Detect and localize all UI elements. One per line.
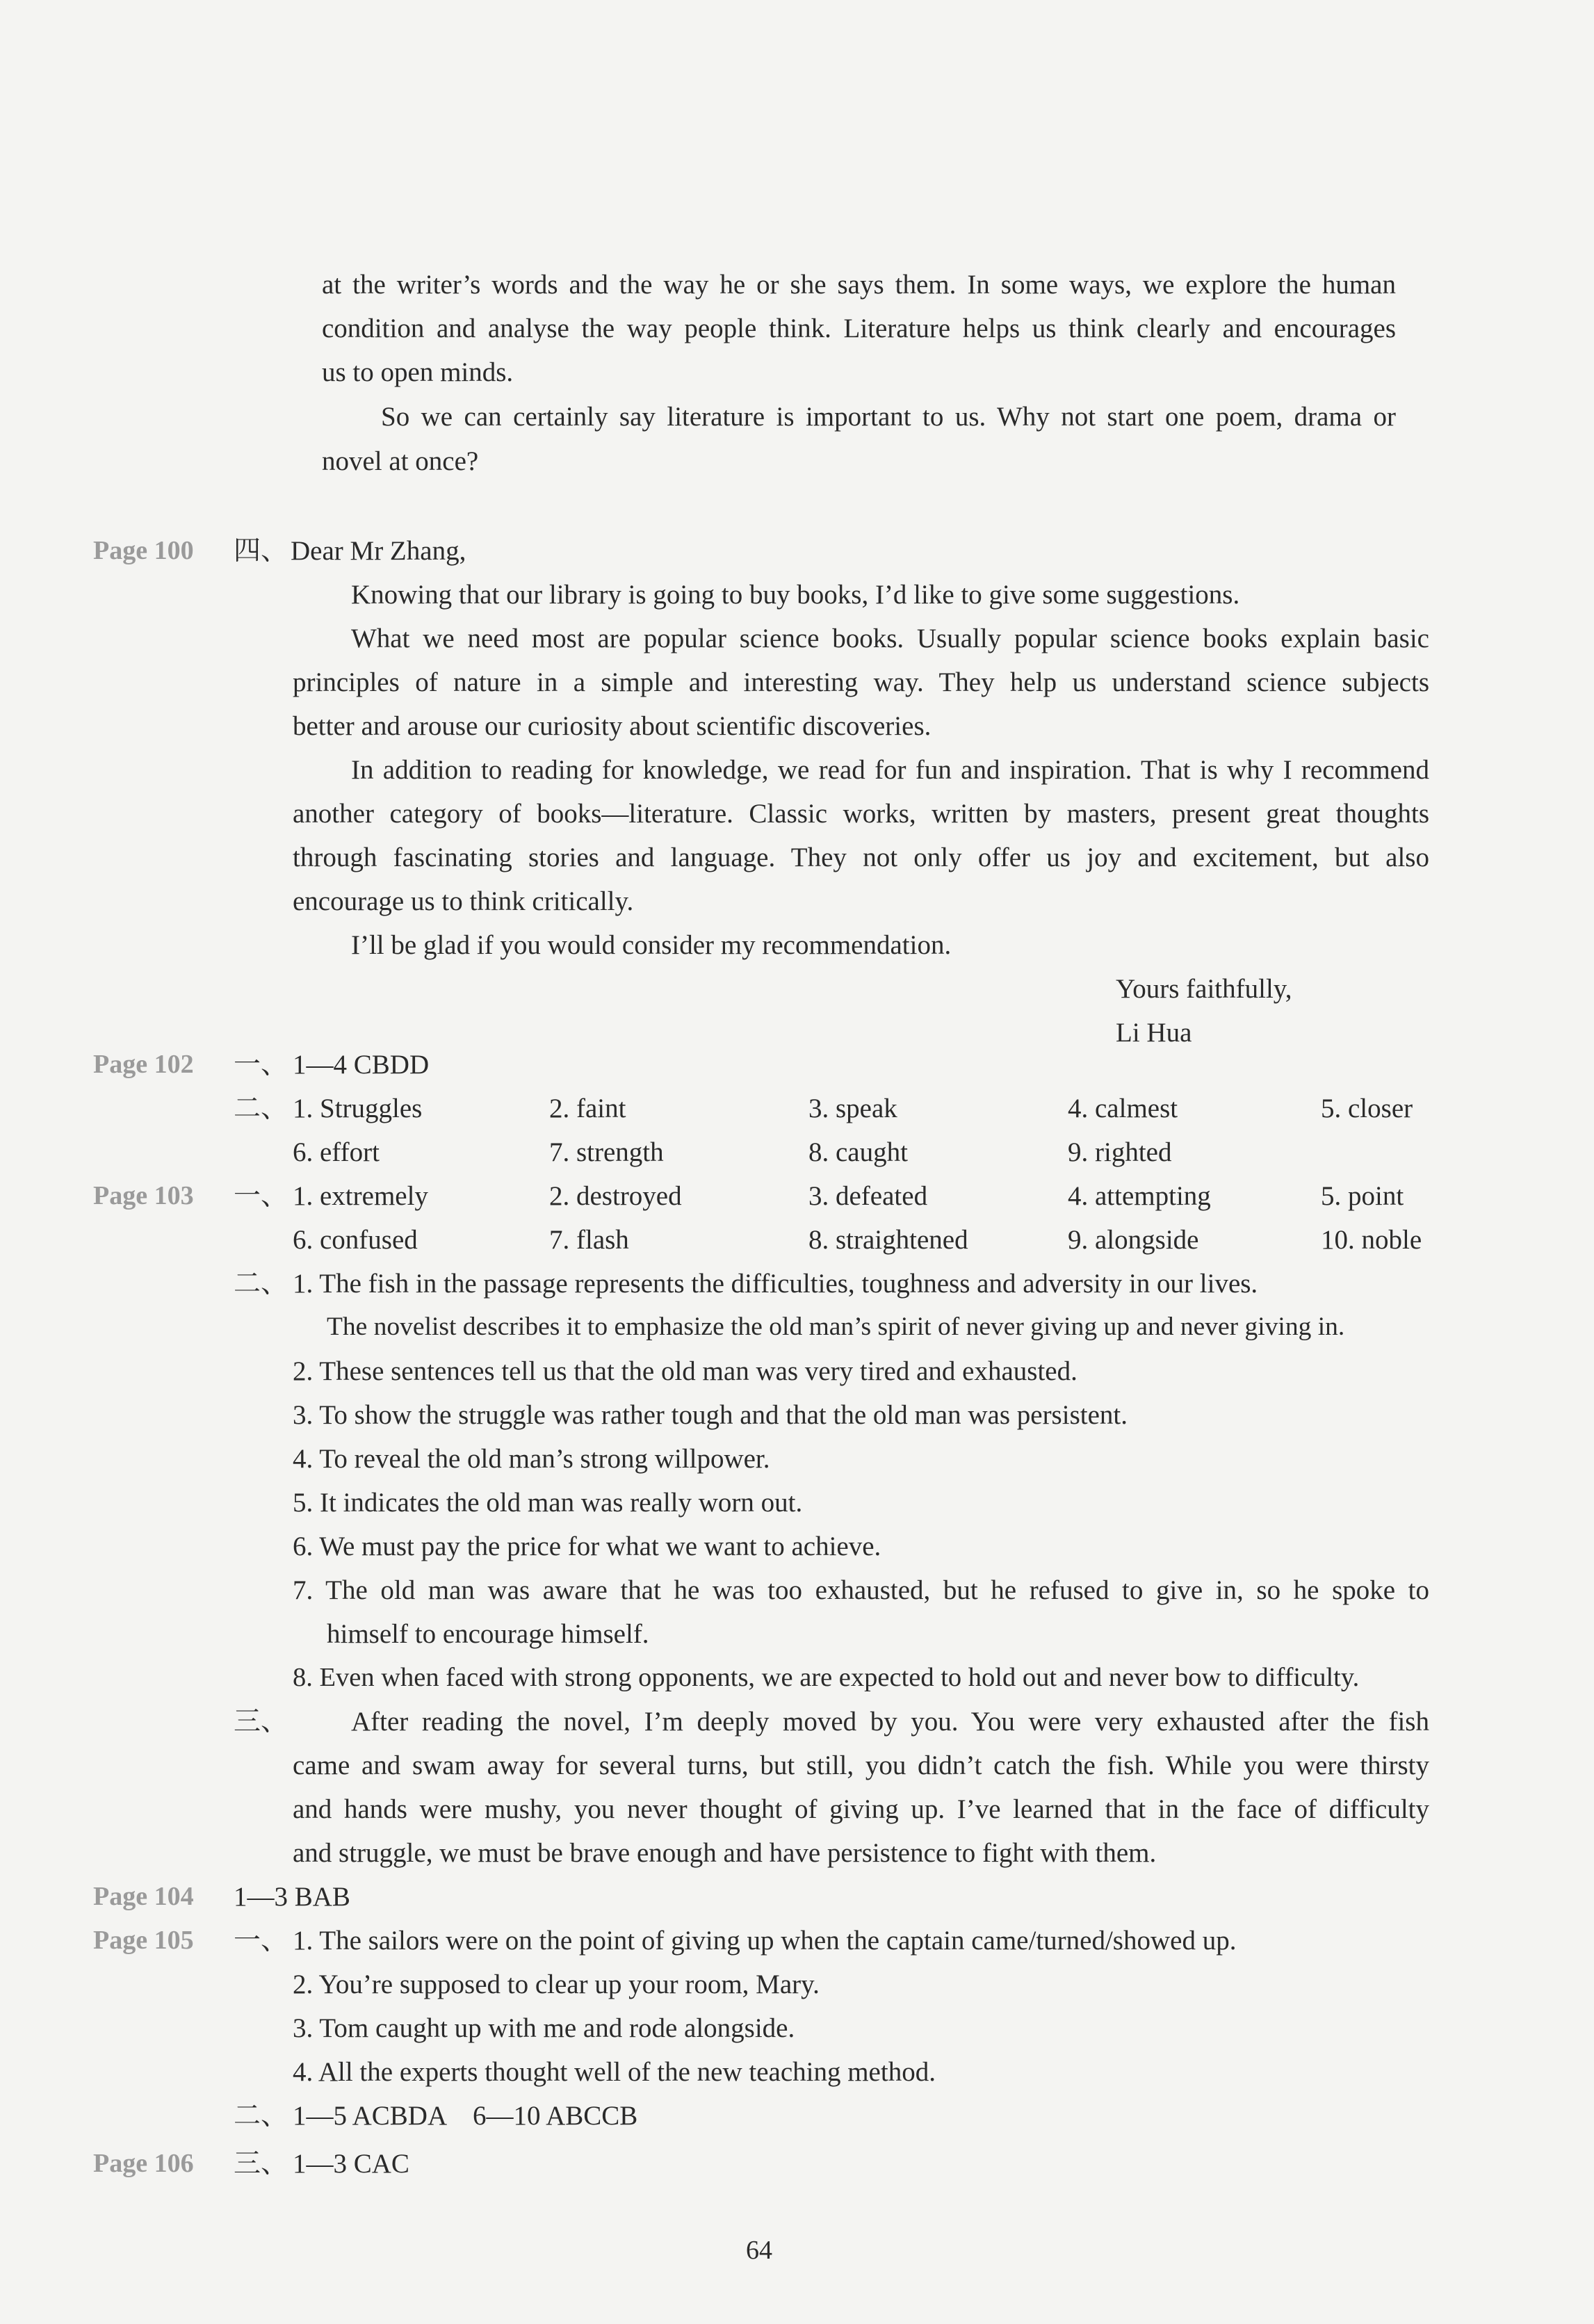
intro-line-4: So we can certainly say literature is important to us. Why not start one poem, drama or [381,402,1396,432]
answer-item: 3. speak [808,1094,897,1123]
letter-line: principles of nature in a simple and interesting way. They help us understand science subjects [293,667,1429,697]
answer-line: himself to encourage himself. [327,1619,649,1649]
answer-text: 1—5 ACBDA 6—10 ABCCB [293,2101,638,2131]
answer-item: 8. caught [808,1137,908,1167]
page-label-100: Page 100 [93,536,194,565]
answer-line: 1. The fish in the passage represents the difficulties, toughness and adversity in our lives. [293,1269,1258,1299]
intro-line-2: condition and analyse the way people think. Literature helps us think clearly and encourages [322,314,1396,343]
letter-line: through fascinating stories and language. They not only offer us joy and excitement, but also [293,843,1429,872]
section-marker-1: 一、 [234,1926,288,1956]
section-marker-1: 一、 [234,1181,288,1211]
intro-line-5: novel at once? [322,446,479,476]
page-number: 64 [746,2236,772,2265]
answer-item: 2. destroyed [549,1181,682,1211]
answer-text: 1—4 CBDD [293,1050,430,1080]
answer-line: 4. To reveal the old man’s strong willpower. [293,1444,770,1474]
answer-item: 2. faint [549,1094,626,1123]
letter-line: encourage us to think critically. [293,886,634,916]
section-marker-3: 三、 [234,2149,288,2179]
answer-item: 4. calmest [1068,1094,1178,1123]
answer-item: 6. confused [293,1225,418,1255]
answer-line: The novelist describes it to emphasize the old man’s spirit of never giving up and never giving in. [327,1313,1345,1341]
answer-line: came and swam away for several turns, but still, you didn’t catch the fish. While you were thirsty [293,1750,1429,1780]
answer-text: 1—3 BAB [234,1882,350,1912]
answer-item: 6. effort [293,1137,380,1167]
answer-item: 3. defeated [808,1181,928,1211]
answer-item: 8. straightened [808,1225,968,1255]
page-label-102: Page 102 [93,1050,194,1079]
answer-line: and struggle, we must be brave enough and have persistence to fight with them. [293,1838,1157,1868]
answer-line: 3. Tom caught up with me and rode alongside. [293,2013,795,2043]
section-marker-2: 二、 [234,1094,288,1123]
letter-line: another category of books—literature. Classic works, written by masters, present great thoughts [293,799,1429,829]
answer-line: and hands were mushy, you never thought of giving up. I’ve learned that in the face of difficulty [293,1794,1429,1824]
letter-line: What we need most are popular science books. Usually popular science books explain basic [351,624,1429,653]
page-label-106: Page 106 [93,2149,194,2178]
answer-item: 1. extremely [293,1181,428,1211]
answer-line: 7. The old man was aware that he was too exhausted, but he refused to give in, so he spoke to [293,1575,1429,1605]
answer-item: 1. Struggles [293,1094,423,1123]
answer-item: 7. strength [549,1137,664,1167]
section-marker-1: 一、 [234,1050,288,1080]
answer-text: 1—3 CAC [293,2149,409,2179]
section-marker-2: 二、 [234,2101,288,2131]
letter-greeting: Dear Mr Zhang, [291,536,466,566]
intro-line-1: at the writer’s words and the way he or she says them. In some ways, we explore the human [322,270,1396,300]
page-label-105: Page 105 [93,1926,194,1955]
answer-line: 1. The sailors were on the point of giving up when the captain came/turned/showed up. [293,1926,1237,1956]
answer-line: 4. All the experts thought well of the new teaching method. [293,2057,936,2087]
answer-item: 5. closer [1321,1094,1413,1123]
letter-line: In addition to reading for knowledge, we read for fun and inspiration. That is why I recommend [351,755,1429,785]
answer-line: 3. To show the struggle was rather tough and that the old man was persistent. [293,1400,1128,1430]
intro-line-3: us to open minds. [322,357,514,387]
answer-line: 2. These sentences tell us that the old man was very tired and exhausted. [293,1356,1077,1386]
page-label-103: Page 103 [93,1181,194,1210]
letter-line: better and arouse our curiosity about scientific discoveries. [293,711,932,741]
letter-line: Knowing that our library is going to buy books, I’d like to give some suggestions. [351,580,1240,610]
answer-line: 5. It indicates the old man was really worn out. [293,1488,803,1518]
section-marker-2: 二、 [234,1269,288,1299]
answer-item: 5. point [1321,1181,1404,1211]
answer-item: 9. alongside [1068,1225,1199,1255]
answer-line: 2. You’re supposed to clear up your room, Mary. [293,1969,820,1999]
section-marker-4: 四、 [234,536,288,566]
answer-line: 6. We must pay the price for what we want to achieve. [293,1531,881,1561]
letter-signature: Li Hua [1116,1018,1192,1048]
answer-item: 7. flash [549,1225,629,1255]
section-marker-3: 三、 [234,1707,288,1737]
answer-line: After reading the novel, I’m deeply moved by you. You were very exhausted after the fish [351,1707,1429,1737]
page-label-104: Page 104 [93,1882,194,1911]
letter-line: I’ll be glad if you would consider my recommendation. [351,930,952,960]
letter-closing: Yours faithfully, [1116,974,1292,1004]
answer-line: 8. Even when faced with strong opponents, we are expected to hold out and never bow to difficulty. [293,1663,1360,1692]
answer-item: 4. attempting [1068,1181,1211,1211]
answer-item: 10. noble [1321,1225,1422,1255]
answer-item: 9. righted [1068,1137,1172,1167]
